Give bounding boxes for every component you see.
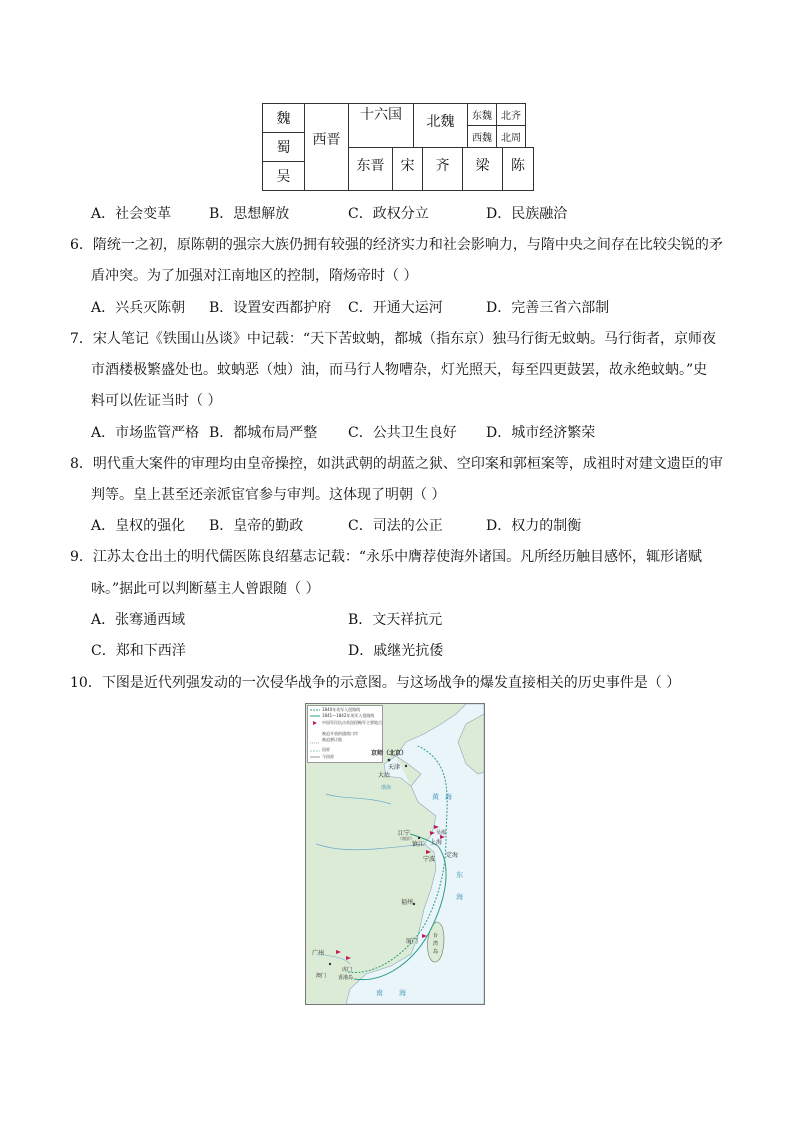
opium-war-map: [305, 703, 485, 1005]
q8-stem-line-1: 8．明代重大案件的审理均由皇帝操控，如洪武朝的胡蓝之狱、空印案和郭桓案等，成祖时对建文遗臣的审: [70, 456, 723, 472]
legend-item-ceded: 被迫割让地: [322, 737, 342, 742]
place-guangzhou: 广州: [312, 950, 325, 957]
dynasty-table: [262, 103, 534, 191]
q5-option-c: C．政权分立: [348, 206, 429, 222]
q8-option-d: D．权力的制衡: [486, 518, 582, 534]
sea-nanhai: 南海: [376, 989, 422, 997]
q6-option-b: B．设置安西都护府: [209, 300, 332, 316]
place-aomen: 澳门: [316, 973, 327, 979]
cell-beizhou: 北周: [501, 133, 521, 144]
q7-option-a: A．市场监管严格: [91, 425, 200, 441]
legend-item-1840-route: 1840年英军入侵路线: [322, 707, 361, 712]
place-humen: 虎门: [342, 967, 353, 973]
cell-beiwei: 北魏: [426, 114, 455, 130]
q8-stem-line-2: 判等。皇上甚至还亲派宦官参与审判。这体现了明朝（ ）: [91, 487, 446, 503]
legend-item-current-border: 今国界: [322, 754, 334, 759]
place-dagu: 大沽: [378, 772, 391, 779]
cell-beiqi: 北齐: [501, 111, 521, 122]
sea-donghai: 东海: [456, 871, 463, 901]
q5-option-b: B．思想解放: [209, 206, 290, 222]
cell-shiliuguo: 十六国: [360, 107, 402, 123]
q9-option-d: D．戚继光抗倭: [348, 643, 444, 659]
q7-option-b: B．都城布局严整: [209, 425, 318, 441]
cell-dongjin: 东晋: [356, 158, 385, 174]
cell-xijin: 西晋: [312, 132, 341, 148]
cell-qi: 齐: [435, 158, 450, 174]
q6-option-d: D．完善三省六部制: [486, 300, 610, 316]
legend-item-ports: 被迫开放的通商口岸: [322, 731, 358, 736]
place-ningbo: 宁波: [423, 856, 436, 863]
q7-stem-line-2: 市酒楼极繁盛处也。蚊蚋恶（烛）油，而马行人物嘈杂，灯光照天，每至四更鼓罢，故永绝蚊蚋。”史: [91, 362, 708, 378]
place-taiwan: 台湾岛: [433, 933, 439, 955]
sea-bohai: 渤海: [381, 785, 392, 791]
q7-stem-line-3: 料可以佐证当时（ ）: [91, 393, 222, 409]
cell-dongwei: 东魏: [472, 111, 492, 122]
place-nanjing: （南京）: [398, 836, 414, 841]
place-wusong: 吴淞: [436, 830, 447, 836]
place-zhenjiang: 镇江: [412, 841, 425, 848]
q6-stem-line-1: 6．隋统一之初，原陈朝的强宗大族仍拥有较强的经济实力和社会影响力，与隋中央之间存在比较尖锐的矛: [70, 237, 723, 253]
legend-item-1841-route: 1841—1842年英军入侵路线: [322, 713, 375, 718]
cell-chen: 陈: [511, 158, 525, 174]
cell-wu: 吴: [276, 169, 291, 185]
q8-option-b: B．皇帝的勤政: [209, 518, 304, 534]
place-jingshi: 京师（北京）: [371, 750, 408, 757]
q8-option-c: C．司法的公正: [348, 518, 443, 534]
place-shanghai: 上海: [430, 839, 443, 846]
q5-option-a: A．社会变革: [91, 206, 172, 222]
place-xianggang: 香港岛: [338, 975, 354, 981]
place-dinghai: 定海: [446, 852, 459, 859]
q6-stem-line-2: 盾冲突。为了加强对江南地区的控制，隋炀帝时（ ）: [91, 268, 418, 284]
q7-stem-line-1: 7．宋人笔记《铁围山丛谈》中记载：“天下苦蚊蚋，都城（指东京）独马行街无蚊蚋。马行街者，京师夜: [70, 331, 717, 347]
q6-option-a: A．兴兵灭陈朝: [91, 300, 186, 316]
cell-wei: 魏: [276, 111, 291, 127]
q6-option-c: C．开通大运河: [348, 300, 443, 316]
q10-stem-line-1: 10．下图是近代列强发动的一次侵华战争的示意图。与这场战争的爆发直接相关的历史事件是（ ）: [70, 675, 681, 691]
place-xiamen: 厦门: [406, 938, 419, 945]
sea-huanghai: 黄海: [432, 793, 458, 801]
q9-stem-line-1: 9．江苏太仓出土的明代儒医陈良绍墓志记载：“永乐中膺荐使海外诸国。凡所经历触目感怀，辄形诸赋: [70, 549, 703, 565]
legend-item-resistance: 中国军民抗击英国侵略军主要地点: [322, 720, 382, 725]
place-fuzhou: 福州: [401, 899, 414, 906]
place-tianjin: 天津: [388, 764, 401, 771]
q9-option-a: A．张骞通西域: [91, 612, 186, 628]
place-jiangning: 江宁: [398, 830, 411, 837]
q9-stem-line-2: 咏。”据此可以判断墓主人曾跟随（ ）: [91, 581, 320, 597]
q5-option-d: D．民族融洽: [486, 206, 568, 222]
q7-option-c: C．公共卫生良好: [348, 425, 457, 441]
q8-option-a: A．皇权的强化: [91, 518, 186, 534]
legend-item-border: 国界: [322, 747, 330, 752]
cell-liang: 梁: [475, 158, 490, 174]
cell-song: 宋: [400, 158, 415, 174]
q9-option-b: B．文天祥抗元: [348, 612, 443, 628]
cell-xiwei: 西魏: [472, 133, 492, 144]
cell-shu: 蜀: [276, 140, 291, 156]
q9-option-c: C．郑和下西洋: [91, 643, 186, 659]
q7-option-d: D．城市经济繁荣: [486, 425, 596, 441]
